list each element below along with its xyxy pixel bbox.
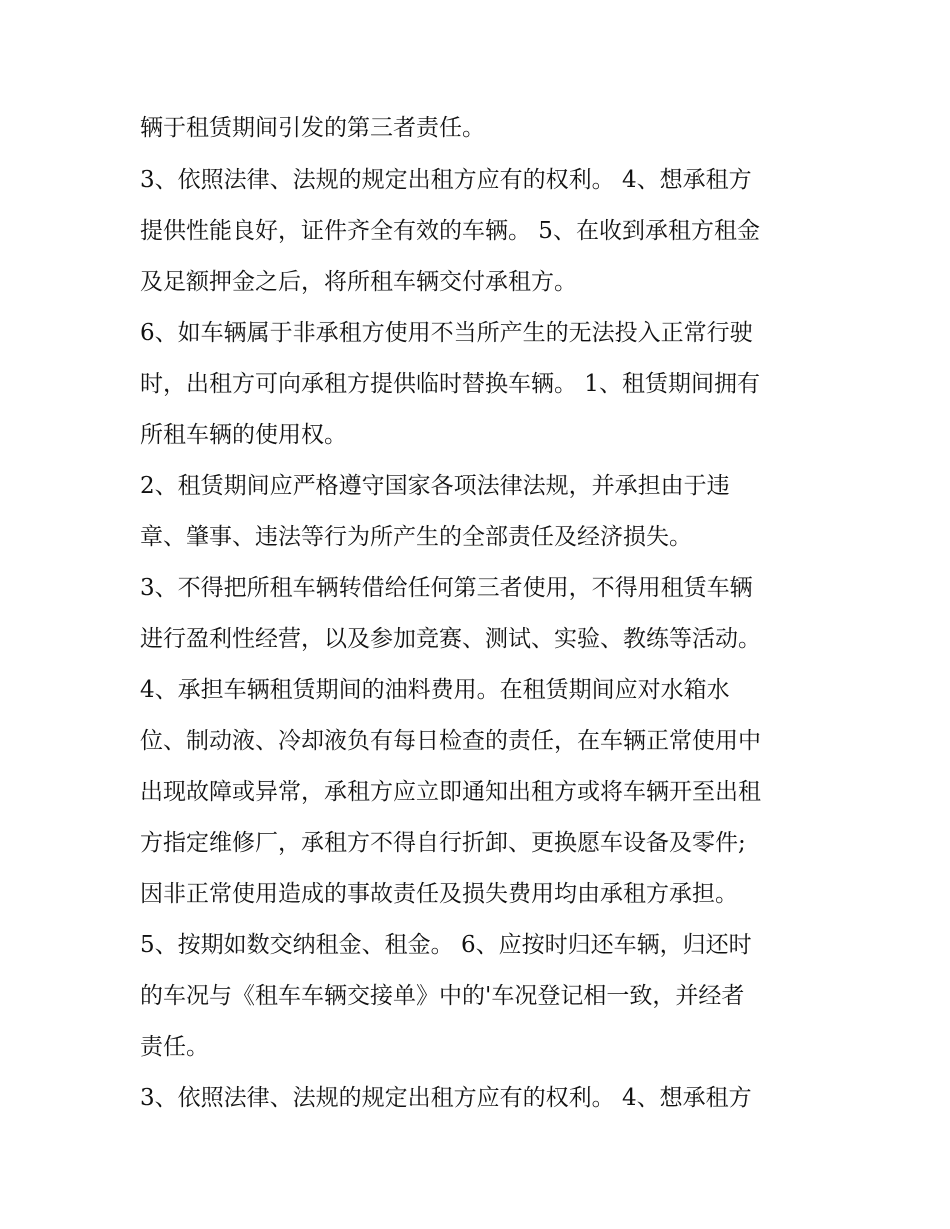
text-line: 6、如车辆属于非承租方使用不当所产生的无法投入正常行驶: [140, 320, 753, 346]
text-line: 3、依照法律、法规的规定出租方应有的权利。 4、想承租方: [140, 1085, 752, 1111]
text-line: 提供性能良好，证件齐全有效的车辆。 5、在收到承租方租金: [140, 218, 760, 244]
text-line: 位、制动液、冷却液负有每日检查的责任，在车辆正常使用中: [140, 728, 761, 754]
text-line: 2、租赁期间应严格遵守国家各项法律法规，并承担由于违: [140, 473, 730, 499]
text-line: 3、不得把所租车辆转借给任何第三者使用，不得用租赁车辆: [140, 575, 753, 601]
text-line: 责任。: [140, 1034, 209, 1060]
text-line: 因非正常使用造成的事故责任及损失费用均由承租方承担。: [140, 881, 738, 907]
text-line: 进行盈利性经营，以及参加竞赛、测试、实验、教练等活动。: [140, 626, 761, 652]
text-line: 及足额押金之后，将所租车辆交付承租方。: [140, 269, 577, 295]
text-line: 时，出租方可向承租方提供临时替换车辆。 1、租赁期间拥有: [140, 371, 760, 397]
text-line: 出现故障或异常，承租方应立即通知出租方或将车辆开至出租: [140, 779, 761, 805]
text-line: 方指定维修厂，承租方不得自行折卸、更换愿车设备及零件;: [140, 830, 746, 856]
text-line: 3、依照法律、法规的规定出租方应有的权利。 4、想承租方: [140, 167, 752, 193]
text-line: 所租车辆的使用权。: [140, 422, 347, 448]
text-line: 章、肇事、违法等行为所产生的全部责任及经济损失。: [140, 524, 692, 550]
text-line: 4、承担车辆租赁期间的油料费用。在租赁期间应对水箱水: [140, 677, 730, 703]
text-line: 5、按期如数交纳租金、租金。 6、应按时归还车辆，归还时: [140, 932, 752, 958]
text-line: 辆于租赁期间引发的第三者责任。: [140, 115, 485, 141]
text-line: 的车况与《租车车辆交接单》中的'车况登记相一致，并经者: [140, 983, 745, 1009]
